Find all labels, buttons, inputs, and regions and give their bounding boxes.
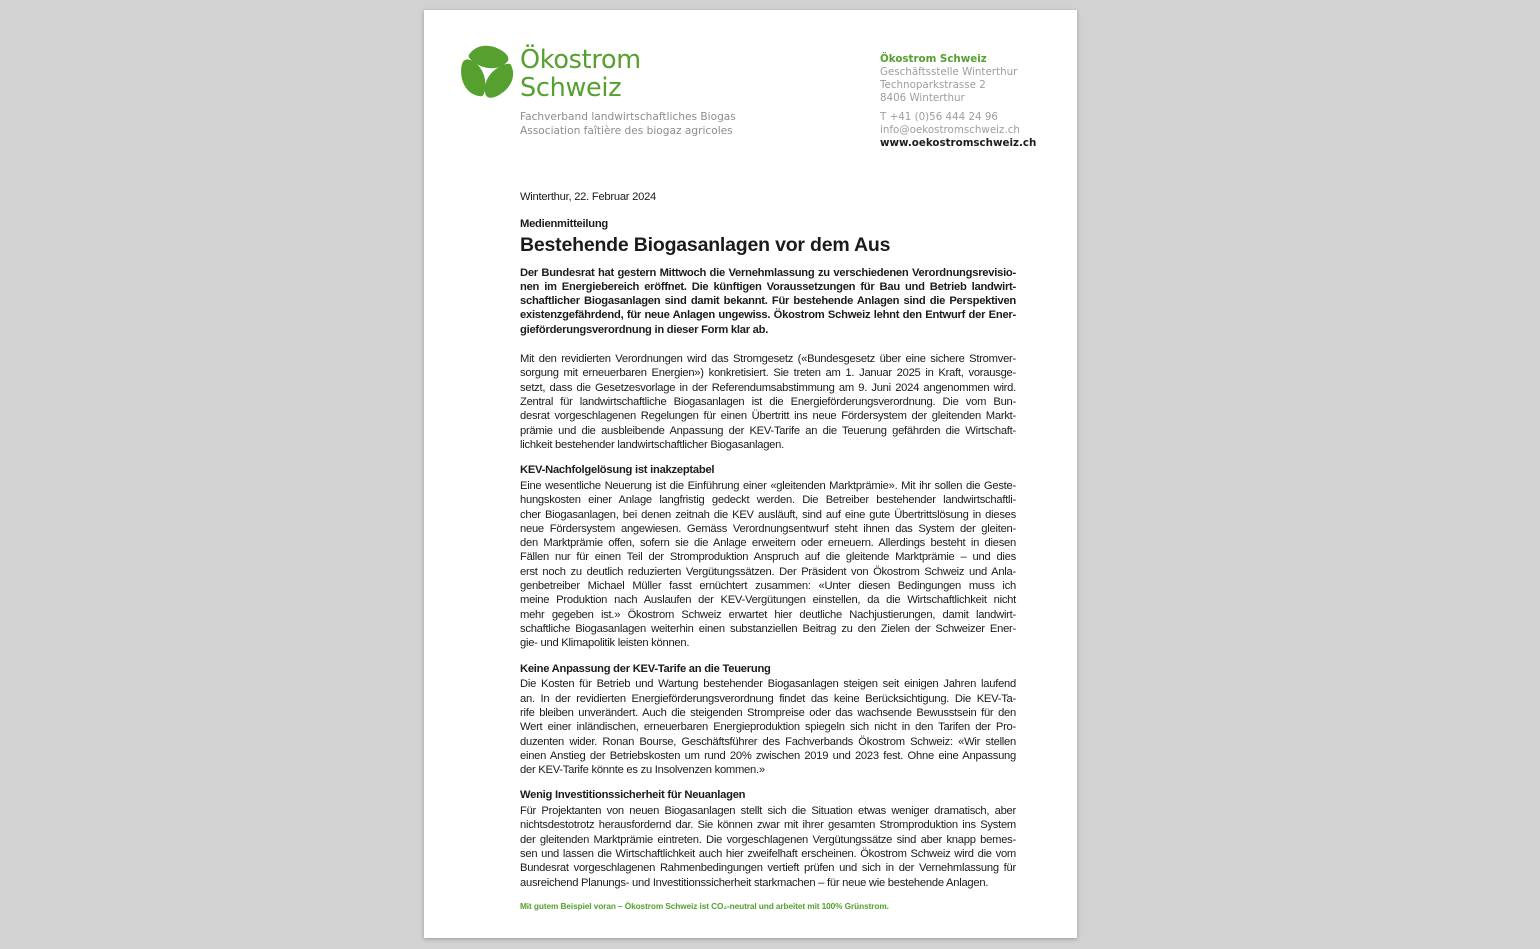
contact-website-link[interactable]: www.oekostromschweiz.ch (880, 137, 1037, 150)
contact-phone: T +41 (0)56 444 24 96 (880, 110, 998, 123)
dateline: Winterthur, 22. Februar 2024 (520, 191, 657, 203)
kicker: Medienmitteilung (520, 217, 608, 230)
footnote: Mit gutem Beispiel voran – Ökostrom Schweiz ist CO₂-neutral und arbeitet mit 100% Grünstrom. (520, 901, 889, 911)
contact-address-line1: Geschäftsstelle Winterthur (880, 66, 1018, 79)
section-neuanlagen (520, 788, 1016, 890)
tagline-german: Fachverband landwirtschaftliches Biogas (520, 111, 736, 123)
contact-address-line3: 8406 Winterthur (880, 92, 965, 105)
contact-email-link[interactable]: info@oekostromschweiz.ch (880, 123, 1020, 136)
tagline-french: Association faîtière des biogaz agricoles (520, 124, 733, 137)
page-title: Bestehende Biogasanlagen vor dem Aus (520, 233, 891, 256)
contact-address-line2: Technoparkstrasse 2 (880, 79, 986, 92)
logo-tagline (520, 111, 736, 139)
section-paragraph: Für Projektanten von neuen Biogasanlagen stellt sich die Situation etwas weniger dramatisch, aber nichtsdestotrotz herausfordernd dar. Sie können zwar mit ihrer gesamten Stromproduktion ins System der gleitenden Marktprämie eintreten. Die vorgeschlagenen Vergütungssätze sind aber knapp bemes- sen und lassen die Wirtschaftlichkeit auch hier zweifelhaft erscheinen. Ökostrom Schweiz wird die vom Bundesrat vorgeschlagenen Rahmenbedingungen vertieft prüfen und sich in der Vernehmlassung für ausreichend Planungs- und Investitionssicherheit starkmachen – für neue wie bestehende Anlagen. (520, 805, 1016, 889)
logo-wordmark-line2: Schweiz (520, 73, 622, 103)
logo-leaves-icon (458, 43, 516, 101)
document-page (424, 10, 1077, 938)
lead-paragraph: Der Bundesrat hat gestern Mittwoch die Vernehmlassung zu verschiedenen Verordnungsrevisio- nen im Energiebereich eröffnet. Die künftigen Voraussetzungen für Bau und Betrieb landwirt- schaftlicher Biogasanlagen sind damit bekannt. Für bestehende Anlagen sind die Perspektiven existenzgefährdend, für neue Anlagen ungewiss. Ökostrom Schweiz lehnt den Entwurf der Ener- gieförderungsverordnung in dieser Form klar ab. (520, 266, 1016, 336)
section-paragraph: Eine wesentliche Neuerung ist die Einführung einer «gleitenden Marktprämie». Mit ihr sollen die Geste- hungskosten einer Anlage langfristig gedeckt werden. Die Betreiber bestehender landwirtschaftli- cher Biogasanlagen, bei denen zeitnah die KEV ausläuft, sind auf eine gute Übertrittslösung in dieses neue Fördersystem angewiesen. Gemäss Verordnungsentwurf steht ihnen das System der gleiten- den Marktprämie offen, sofern sie die Anlage erweitern oder erneuern. Allerdings besteht in diesen Fällen nur für einen Teil der Stromproduktion Anspruch auf die gleitende Marktprämie – und dies erst noch zu deutlich reduzierten Vergütungssätzen. Der Präsident von Ökostrom Schweiz und Anla- genbetreiber Michael Müller fasst ernüchtert zusammen: «Unter diesen Bedingungen muss ich meine Produktion nach Auslaufen der KEV-Vergütungen einstellen, da die Wirtschaftlichkeit nicht mehr gegeben ist.» Ökostrom Schweiz erwartet hier deutliche Nachjustierungen, damit landwirt- schaftliche Biogasanlagen weiterhin einen substanziellen Beitrag zu den Zielen der Schweizer Ener- gie- und Klimapolitik leisten können. (520, 479, 1016, 650)
intro-paragraph: Mit den revidierten Verordnungen wird das Stromgesetz («Bundesgesetz über eine sichere Stromver- sorgung mit erneuerbaren Energien») konkretisiert. Sie treten am 1. Januar 2025 in Kraft, vorausge- setzt, dass die Gesetzesvorlage in der Referendumsabstimmung am 9. Juni 2024 angenommen wird. Zentral für landwirtschaftliche Biogasanlagen ist die Energieförderungsverordnung. Die vom Bun- desrat vorgeschlagenen Regelungen für einen Übertritt ins neue Fördersystem der gleitenden Markt- prämie und die ausbleibende Anpassung der KEV-Tarife an die Teuerung gefährden die Wirtschaft- lichkeit bestehender landwirtschaftlicher Biogasanlagen. (520, 353, 1016, 451)
section-heading: KEV-Nachfolgelösung ist inakzeptabel (520, 464, 715, 477)
contact-name: Ökostrom Schweiz (880, 53, 987, 65)
section-kev-nachfolgeloesung (520, 463, 1016, 650)
logo-wordmark (520, 46, 641, 102)
section-heading: Wenig Investitionssicherheit für Neuanlagen (520, 789, 746, 802)
section-heading: Keine Anpassung der KEV-Tarife an die Teuerung (520, 662, 771, 675)
contact-block (880, 53, 1036, 150)
logo-wordmark-line1: Ökostrom (520, 45, 641, 75)
document-body (520, 190, 1016, 901)
section-kev-tarife (520, 662, 1016, 778)
section-paragraph: Die Kosten für Betrieb und Wartung bestehender Biogasanlagen steigen seit einigen Jahren laufend an. In der revidierten Energieförderungsverordnung findet das keine Berücksichtigung. Die KEV-Ta- rife bleiben unverändert. Auch die steigenden Strompreise oder das wachsende Bewusstsein für den Wert einer inländischen, erneuerbaren Energieproduktion spiegeln sich nicht in den Tarifen der Pro- duzenten wider. Ronan Bourse, Geschäftsführer des Fachverbands Ökostrom Schweiz: «Wir stellen einen Anstieg der Betriebskosten um rund 20% zwischen 2019 und 2023 fest. Ohne eine Anpassung der KEV-Tarife könnte es zu Insolvenzen kommen.» (520, 678, 1016, 777)
